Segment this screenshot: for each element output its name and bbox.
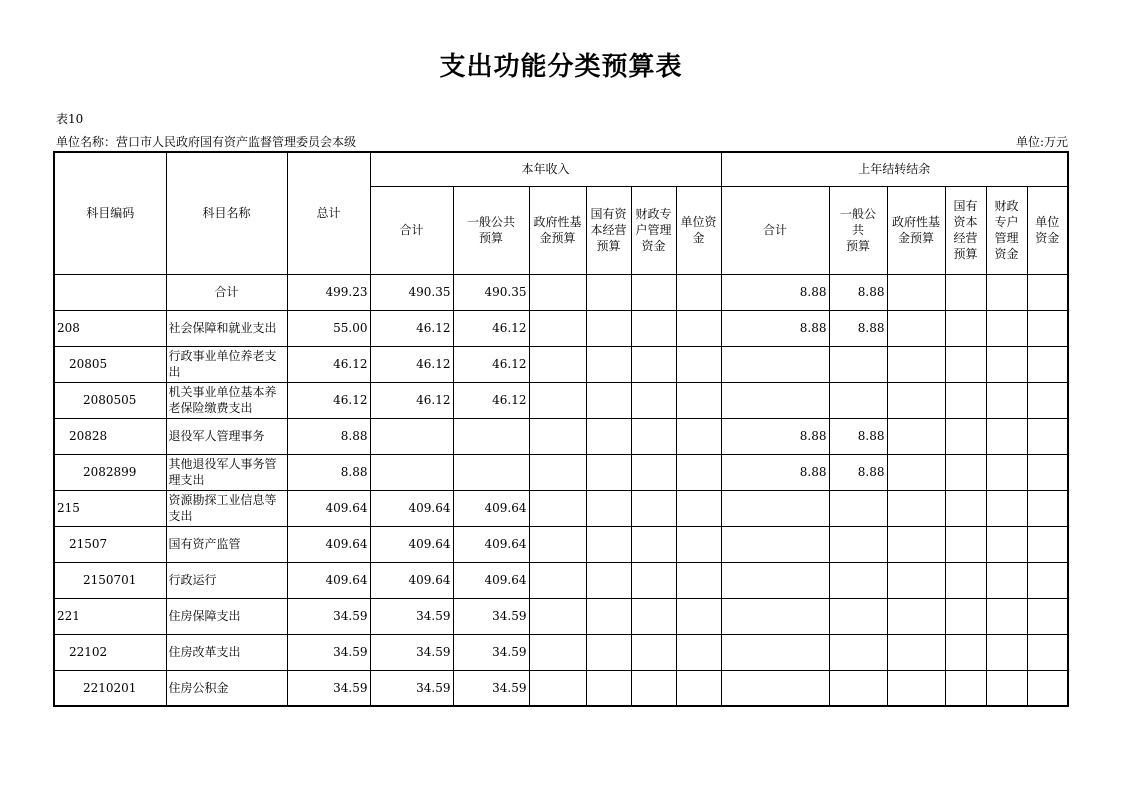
cell-cy-capital — [586, 418, 631, 454]
cell-code: 21507 — [54, 526, 166, 562]
cell-cy-capital — [586, 526, 631, 562]
cell-cy-capital — [586, 634, 631, 670]
cell-code: 20828 — [54, 418, 166, 454]
cell-code: 2082899 — [54, 454, 166, 490]
cell-total: 46.12 — [287, 346, 370, 382]
cell-co-fund — [887, 526, 945, 562]
cell-cy-special — [631, 454, 676, 490]
cell-co-total — [721, 346, 829, 382]
cell-cy-capital — [586, 562, 631, 598]
cell-co-unit — [1027, 526, 1068, 562]
cell-cy-general: 34.59 — [453, 670, 529, 706]
header-total: 总计 — [287, 152, 370, 274]
cell-cy-general: 34.59 — [453, 598, 529, 634]
cell-cy-fund — [529, 598, 586, 634]
cell-cy-unit — [676, 670, 721, 706]
cell-co-capital — [945, 490, 986, 526]
cell-co-special — [986, 346, 1027, 382]
cell-code: 2080505 — [54, 382, 166, 418]
header-current-fund: 政府性基 金预算 — [529, 186, 586, 274]
cell-co-general — [829, 346, 887, 382]
cell-cy-fund — [529, 670, 586, 706]
table-row — [54, 490, 1068, 526]
cell-cy-fund — [529, 526, 586, 562]
cell-co-capital — [945, 418, 986, 454]
cell-code: 2150701 — [54, 562, 166, 598]
cell-cy-unit — [676, 526, 721, 562]
cell-name: 行政运行 — [166, 562, 287, 598]
cell-co-total: 8.88 — [721, 454, 829, 490]
cell-co-fund — [887, 418, 945, 454]
cell-co-general: 8.88 — [829, 454, 887, 490]
cell-co-general — [829, 562, 887, 598]
cell-name: 机关事业单位基本养老保险缴费支出 — [166, 382, 287, 418]
cell-cy-unit — [676, 274, 721, 310]
page-title: 支出功能分类预算表 — [439, 52, 683, 82]
header-code: 科目编码 — [54, 152, 166, 274]
table-row — [54, 454, 1068, 490]
cell-code: 215 — [54, 490, 166, 526]
cell-co-total — [721, 562, 829, 598]
header-carry-capital: 国有 资本 经营 预算 — [945, 186, 986, 274]
cell-cy-capital — [586, 454, 631, 490]
header-current-capital: 国有资 本经营 预算 — [586, 186, 631, 274]
cell-co-capital — [945, 670, 986, 706]
cell-cy-total: 46.12 — [370, 310, 453, 346]
cell-cy-general: 409.64 — [453, 526, 529, 562]
cell-total: 8.88 — [287, 454, 370, 490]
table-row — [54, 526, 1068, 562]
cell-co-capital — [945, 310, 986, 346]
table-total-row — [54, 274, 1068, 310]
cell-name: 住房保障支出 — [166, 598, 287, 634]
cell-cy-fund — [529, 634, 586, 670]
table-row — [54, 418, 1068, 454]
cell-cy-fund — [529, 490, 586, 526]
cell-cy-fund — [529, 562, 586, 598]
cell-co-unit — [1027, 634, 1068, 670]
cell-co-fund — [887, 598, 945, 634]
cell-cy-total: 409.64 — [370, 490, 453, 526]
cell-co-capital — [945, 346, 986, 382]
cell-co-capital — [945, 598, 986, 634]
cell-co-total — [721, 598, 829, 634]
cell-name: 行政事业单位养老支出 — [166, 346, 287, 382]
cell-cy-capital — [586, 670, 631, 706]
cell-co-special — [986, 562, 1027, 598]
cell-total: 34.59 — [287, 634, 370, 670]
cell-co-total: 8.88 — [721, 310, 829, 346]
cell-cy-special — [631, 274, 676, 310]
cell-total: 8.88 — [287, 418, 370, 454]
cell-co-general: 8.88 — [829, 418, 887, 454]
cell-cy-unit — [676, 346, 721, 382]
cell-cy-special — [631, 490, 676, 526]
cell-cy-capital — [586, 490, 631, 526]
cell-cy-total: 409.64 — [370, 526, 453, 562]
header-carry-fund: 政府性基 金预算 — [887, 186, 945, 274]
cell-co-fund — [887, 274, 945, 310]
cell-total: 409.64 — [287, 562, 370, 598]
cell-cy-total: 46.12 — [370, 346, 453, 382]
cell-co-total — [721, 634, 829, 670]
header-carry-unit: 单位 资金 — [1027, 186, 1068, 274]
cell-code: 221 — [54, 598, 166, 634]
cell-cy-fund — [529, 454, 586, 490]
cell-cy-fund — [529, 382, 586, 418]
cell-co-general — [829, 382, 887, 418]
header-name: 科目名称 — [166, 152, 287, 274]
cell-co-fund — [887, 346, 945, 382]
table-row — [54, 634, 1068, 670]
header-carry-special: 财政 专户 管理 资金 — [986, 186, 1027, 274]
cell-co-unit — [1027, 274, 1068, 310]
cell-co-general — [829, 598, 887, 634]
cell-cy-total — [370, 418, 453, 454]
cell-total: 409.64 — [287, 526, 370, 562]
unit-name-label: 单位名称：营口市人民政府国有资产监督管理委员会本级 — [56, 135, 357, 149]
cell-co-total — [721, 490, 829, 526]
cell-co-fund — [887, 634, 945, 670]
cell-cy-unit — [676, 382, 721, 418]
cell-total: 34.59 — [287, 598, 370, 634]
cell-total: 34.59 — [287, 670, 370, 706]
table-row — [54, 382, 1068, 418]
cell-co-capital — [945, 562, 986, 598]
cell-cy-total: 34.59 — [370, 598, 453, 634]
cell-cy-unit — [676, 454, 721, 490]
cell-cy-capital — [586, 598, 631, 634]
cell-co-fund — [887, 670, 945, 706]
cell-co-capital — [945, 274, 986, 310]
cell-cy-unit — [676, 310, 721, 346]
cell-co-special — [986, 382, 1027, 418]
header-current-year: 本年收入 — [370, 152, 721, 186]
cell-cy-unit — [676, 598, 721, 634]
cell-code — [54, 274, 166, 310]
cell-co-general — [829, 526, 887, 562]
cell-name: 住房改革支出 — [166, 634, 287, 670]
table-row — [54, 598, 1068, 634]
cell-cy-general: 46.12 — [453, 382, 529, 418]
header-current-general: 一般公共 预算 — [453, 186, 529, 274]
table-row — [54, 310, 1068, 346]
cell-co-total — [721, 526, 829, 562]
cell-co-capital — [945, 454, 986, 490]
cell-cy-total: 409.64 — [370, 562, 453, 598]
cell-name: 住房公积金 — [166, 670, 287, 706]
cell-co-unit — [1027, 454, 1068, 490]
cell-name: 退役军人管理事务 — [166, 418, 287, 454]
cell-cy-special — [631, 346, 676, 382]
header-current-unit: 单位资 金 — [676, 186, 721, 274]
cell-cy-general — [453, 454, 529, 490]
cell-co-total: 8.88 — [721, 274, 829, 310]
cell-co-general — [829, 670, 887, 706]
cell-cy-general: 409.64 — [453, 562, 529, 598]
cell-co-unit — [1027, 598, 1068, 634]
cell-co-general — [829, 634, 887, 670]
budget-table — [53, 151, 1069, 707]
cell-cy-special — [631, 634, 676, 670]
cell-code: 208 — [54, 310, 166, 346]
cell-co-special — [986, 490, 1027, 526]
cell-co-fund — [887, 490, 945, 526]
header-carry-general: 一般公 共 预算 — [829, 186, 887, 274]
cell-co-general: 8.88 — [829, 310, 887, 346]
cell-name: 资源勘探工业信息等支出 — [166, 490, 287, 526]
cell-cy-capital — [586, 274, 631, 310]
cell-co-special — [986, 454, 1027, 490]
cell-co-unit — [1027, 346, 1068, 382]
cell-co-general: 8.88 — [829, 274, 887, 310]
table-row — [54, 670, 1068, 706]
cell-total: 55.00 — [287, 310, 370, 346]
cell-co-fund — [887, 382, 945, 418]
cell-cy-total: 34.59 — [370, 634, 453, 670]
cell-cy-unit — [676, 562, 721, 598]
cell-co-unit — [1027, 562, 1068, 598]
cell-cy-special — [631, 418, 676, 454]
cell-co-special — [986, 310, 1027, 346]
cell-cy-total: 46.12 — [370, 382, 453, 418]
cell-total: 499.23 — [287, 274, 370, 310]
table-row — [54, 346, 1068, 382]
cell-co-general — [829, 490, 887, 526]
cell-cy-general: 34.59 — [453, 634, 529, 670]
cell-code: 2210201 — [54, 670, 166, 706]
cell-co-total — [721, 382, 829, 418]
cell-cy-total: 34.59 — [370, 670, 453, 706]
cell-total: 409.64 — [287, 490, 370, 526]
cell-cy-fund — [529, 346, 586, 382]
cell-cy-general: 46.12 — [453, 346, 529, 382]
cell-co-capital — [945, 526, 986, 562]
cell-cy-fund — [529, 310, 586, 346]
cell-cy-total — [370, 454, 453, 490]
cell-co-unit — [1027, 418, 1068, 454]
cell-cy-unit — [676, 418, 721, 454]
cell-name: 其他退役军人事务管理支出 — [166, 454, 287, 490]
cell-co-capital — [945, 634, 986, 670]
cell-co-special — [986, 418, 1027, 454]
cell-cy-general — [453, 418, 529, 454]
cell-co-total: 8.88 — [721, 418, 829, 454]
cell-cy-special — [631, 310, 676, 346]
cell-co-unit — [1027, 382, 1068, 418]
cell-cy-unit — [676, 634, 721, 670]
table-number: 表10 — [56, 112, 84, 126]
cell-cy-total: 490.35 — [370, 274, 453, 310]
cell-total: 46.12 — [287, 382, 370, 418]
cell-code: 22102 — [54, 634, 166, 670]
cell-cy-special — [631, 526, 676, 562]
unit-label: 单位:万元 — [1015, 135, 1068, 149]
cell-cy-special — [631, 382, 676, 418]
cell-co-total — [721, 670, 829, 706]
cell-co-special — [986, 274, 1027, 310]
cell-cy-capital — [586, 310, 631, 346]
cell-cy-special — [631, 670, 676, 706]
cell-co-unit — [1027, 490, 1068, 526]
table-row — [54, 562, 1068, 598]
header-row-1 — [54, 152, 1068, 186]
cell-cy-special — [631, 598, 676, 634]
cell-co-capital — [945, 382, 986, 418]
cell-cy-general: 46.12 — [453, 310, 529, 346]
cell-co-unit — [1027, 670, 1068, 706]
cell-cy-capital — [586, 346, 631, 382]
cell-co-special — [986, 526, 1027, 562]
cell-cy-general: 409.64 — [453, 490, 529, 526]
cell-cy-fund — [529, 274, 586, 310]
cell-co-fund — [887, 310, 945, 346]
table-body — [54, 274, 1068, 706]
cell-co-special — [986, 598, 1027, 634]
cell-co-fund — [887, 454, 945, 490]
cell-cy-special — [631, 562, 676, 598]
cell-code: 20805 — [54, 346, 166, 382]
cell-co-special — [986, 670, 1027, 706]
header-carryover: 上年结转结余 — [721, 152, 1068, 186]
cell-co-special — [986, 634, 1027, 670]
cell-name: 社会保障和就业支出 — [166, 310, 287, 346]
cell-co-fund — [887, 562, 945, 598]
cell-cy-unit — [676, 490, 721, 526]
cell-cy-fund — [529, 418, 586, 454]
cell-cy-general: 490.35 — [453, 274, 529, 310]
cell-co-unit — [1027, 310, 1068, 346]
header-current-special: 财政专 户管理 资金 — [631, 186, 676, 274]
header-carry-total: 合计 — [721, 186, 829, 274]
cell-name: 合计 — [166, 274, 287, 310]
cell-cy-capital — [586, 382, 631, 418]
header-current-total: 合计 — [370, 186, 453, 274]
cell-name: 国有资产监管 — [166, 526, 287, 562]
